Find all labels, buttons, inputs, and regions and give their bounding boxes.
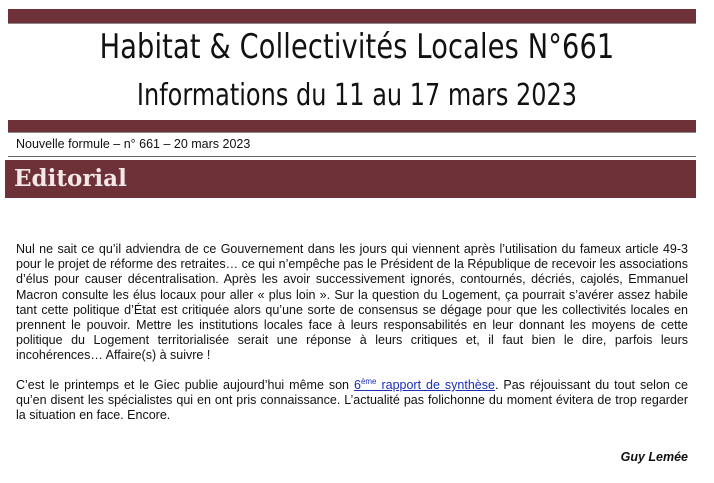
editorial-paragraph-2 bbox=[16, 378, 688, 424]
synthesis-report-link[interactable] bbox=[354, 378, 495, 392]
section-title: Editorial bbox=[14, 165, 127, 192]
author-signature: Guy Lemée bbox=[620, 450, 688, 464]
top-banner-bar bbox=[8, 9, 696, 24]
divider bbox=[8, 156, 696, 157]
link-text: rapport de synthèse bbox=[376, 378, 495, 392]
issue-line: Nouvelle formule – n° 661 – 20 mars 2023 bbox=[16, 137, 251, 151]
link-superscript: ème bbox=[360, 376, 377, 386]
paragraph-2-intro: C’est le printemps et le Giec publie aujourd’hui même son bbox=[16, 378, 354, 392]
link-number: 6 bbox=[353, 378, 361, 392]
paragraph-2-rest: . Pas réjouissant du tout selon ce qu’en disent les spécialistes qui en ont pris connaissance. L’actualité pas folichonne du moment évitera de trop regarder la situation en face. Encore. bbox=[16, 378, 689, 423]
editorial-paragraph-1: Nul ne sait ce qu’il adviendra de ce Gouvernement dans les jours qui viennent après l’utilisation du fameux article 49-3 pour le projet de réforme des retraites… ce qui n’empêche pas le Président de la République de recevoir les associations d’élus pour causer décentralisation. Après les avoir successivement ignorés, contournés, décriés, cajolés, Emmanuel Macron consulte les élus locaux pour aller « plus loin ». Sur la question du Logement, ça pourrait s’avérer assez habile tant cette politique d’État est critiquée alors qu’une sorte de consensus se dégage pour que les collectivités locales en prennent le pouvoir. Mettre les institutions locales face à leurs responsabilités en leur donnant les moyens de cette politique du Logement territorialisée serait une réponse à leurs critiques et, il faut bien le dire, parfois leurs incohérences… Affaire(s) à suivre ! bbox=[16, 242, 688, 363]
middle-banner-bar bbox=[8, 120, 696, 133]
page-title: Habitat & Collectivités Locales N°661 bbox=[99, 27, 615, 67]
page-subtitle: Informations du 11 au 17 mars 2023 bbox=[136, 78, 578, 113]
